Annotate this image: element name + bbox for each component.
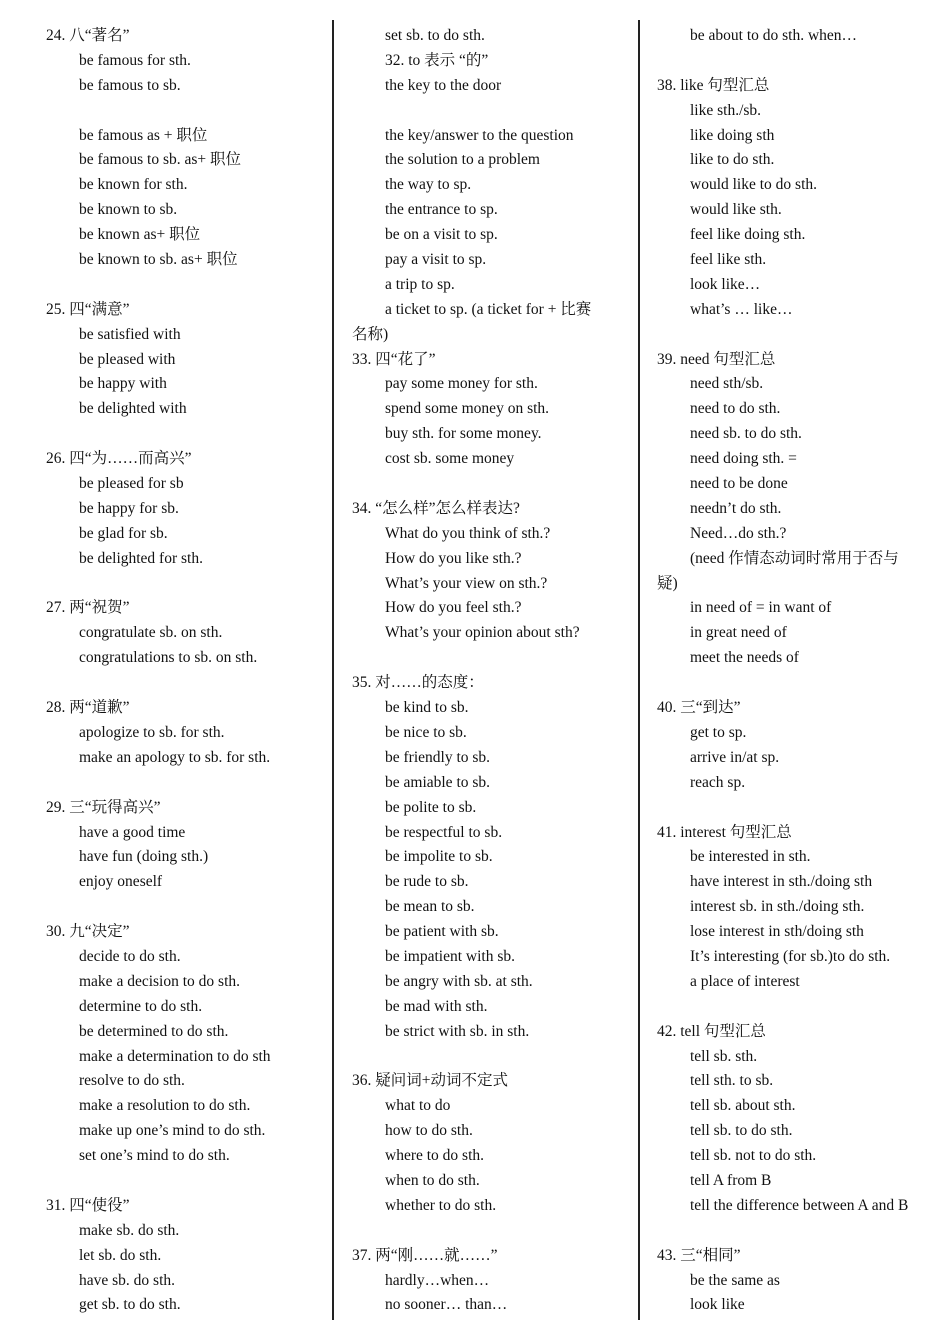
blank-line xyxy=(655,995,935,1020)
section-heading: 37. 两“刚……就……” xyxy=(352,1246,498,1264)
phrase-line: have fun (doing sth.) xyxy=(79,848,209,866)
phrase-line: apologize to sb. for sth. xyxy=(79,723,225,741)
blank-line xyxy=(44,273,328,298)
phrase-line: in need of = in want of xyxy=(690,599,832,617)
phrase-line: be pleased with xyxy=(79,350,176,368)
section-heading: 24. 八“著名” xyxy=(46,27,130,44)
section-heading: 39. need 句型汇总 xyxy=(657,350,776,368)
phrase-line: cost sb. some money xyxy=(385,450,515,468)
phrase-line: feel like sth. xyxy=(690,251,767,269)
phrase-line: a place of interest xyxy=(690,972,800,990)
section-heading: 26. 四“为……而高兴” xyxy=(46,450,192,468)
phrase-line: what to do xyxy=(385,1097,451,1115)
phrase-line: like to do sth. xyxy=(690,151,775,169)
phrase-line: like sth./sb. xyxy=(690,101,762,119)
blank-line xyxy=(350,472,628,497)
blank-line xyxy=(655,1219,935,1244)
blank-line xyxy=(350,1219,628,1244)
phrase-line: be mean to sb. xyxy=(385,898,475,916)
phrase-line: be patient with sb. xyxy=(385,923,499,941)
phrase-line: be known to sb. as+ 职位 xyxy=(79,251,238,269)
phrase-line: like doing sth xyxy=(690,126,775,144)
blank-line xyxy=(44,99,328,124)
phrase-line: Need…do sth.? xyxy=(690,524,787,542)
phrase-line: the key/answer to the question xyxy=(385,126,574,144)
phrase-line: tell sth. to sb. xyxy=(690,1072,774,1090)
phrase-line: be impolite to sb. xyxy=(385,848,493,866)
section-heading: 43. 三“相同” xyxy=(657,1246,741,1264)
phrase-line: what’s … like… xyxy=(690,300,793,318)
phrase-line: What’s your view on sth.? xyxy=(385,574,548,592)
phrase-line: be amiable to sb. xyxy=(385,773,491,791)
blank-line xyxy=(44,671,328,696)
phrase-line: need sb. to do sth. xyxy=(690,425,802,443)
phrase-line: pay a visit to sp. xyxy=(385,251,487,269)
phrase-line: tell sb. about sth. xyxy=(690,1097,796,1115)
phrase-line: be glad for sb. xyxy=(79,524,168,542)
blank-line xyxy=(655,323,935,348)
phrase-line: a trip to sp. xyxy=(385,275,455,293)
phrase-line: make a resolution to do sth. xyxy=(79,1097,251,1115)
phrase-line: be known for sth. xyxy=(79,176,188,194)
phrase-line: meet the needs of xyxy=(690,649,799,667)
phrase-line: reach sp. xyxy=(690,773,746,791)
section-heading: 40. 三“到达” xyxy=(657,699,741,717)
phrase-line: lose interest in sth/doing sth xyxy=(690,923,864,941)
phrase-line: be mad with sth. xyxy=(385,997,488,1015)
blank-line xyxy=(655,49,935,74)
phrase-line: be the same as xyxy=(690,1271,780,1289)
phrase-line: be famous to sb. as+ 职位 xyxy=(79,151,242,169)
section-heading: 33. 四“花了” xyxy=(352,350,436,368)
section-heading: 28. 两“道歉” xyxy=(46,699,130,717)
column-1 xyxy=(44,24,328,1318)
phrase-line: How do you feel sth.? xyxy=(385,599,522,617)
phrase-line: enjoy oneself xyxy=(79,873,163,891)
column-divider-2 xyxy=(638,20,640,1320)
phrase-line: make up one’s mind to do sth. xyxy=(79,1122,266,1140)
phrase-line: how to do sth. xyxy=(385,1122,473,1140)
phrase-line: be rude to sb. xyxy=(385,873,469,891)
phrase-line: be delighted with xyxy=(79,400,187,418)
phrase-line: buy sth. for some money. xyxy=(385,425,542,443)
phrase-line: be delighted for sth. xyxy=(79,549,203,567)
phrase-line: need to do sth. xyxy=(690,400,781,418)
phrase-line: tell sb. sth. xyxy=(690,1047,758,1065)
phrase-line: needn’t do sth. xyxy=(690,499,782,517)
phrase-line: have sb. do sth. xyxy=(79,1271,176,1289)
section-heading: 名称) xyxy=(352,325,389,343)
phrase-line: need to be done xyxy=(690,475,788,493)
phrase-line: tell A from B xyxy=(690,1171,772,1189)
phrase-line: What’s your opinion about sth? xyxy=(385,624,580,642)
phrase-line: the key to the door xyxy=(385,76,502,94)
column-2 xyxy=(350,24,628,1318)
phrase-line: be famous for sth. xyxy=(79,51,191,69)
phrase-line: make an apology to sb. for sth. xyxy=(79,748,271,766)
section-heading: 30. 九“决定” xyxy=(46,923,130,941)
phrase-line: get sb. to do sth. xyxy=(79,1296,181,1314)
phrase-line: interest sb. in sth./doing sth. xyxy=(690,898,865,916)
phrase-line: would like sth. xyxy=(690,201,782,219)
phrase-line: need doing sth. = xyxy=(690,450,797,468)
phrase-line: the way to sp. xyxy=(385,176,472,194)
phrase-line: set one’s mind to do sth. xyxy=(79,1147,230,1165)
section-heading: 42. tell 句型汇总 xyxy=(657,1022,766,1040)
phrase-line: be on a visit to sp. xyxy=(385,226,498,244)
phrase-line: 32. to 表示 “的” xyxy=(385,51,489,69)
phrase-line: be known as+ 职位 xyxy=(79,226,201,244)
phrase-line: be interested in sth. xyxy=(690,848,811,866)
blank-line xyxy=(44,572,328,597)
phrase-line: be polite to sb. xyxy=(385,798,477,816)
phrase-line: be famous to sb. xyxy=(79,76,181,94)
phrase-line: where to do sth. xyxy=(385,1147,485,1165)
phrase-line: make sb. do sth. xyxy=(79,1221,180,1239)
phrase-line: pay some money for sth. xyxy=(385,375,538,393)
section-heading: 34. “怎么样”怎么样表达? xyxy=(352,499,520,517)
phrase-line: be happy with xyxy=(79,375,167,393)
phrase-line: It’s interesting (for sb.)to do sth. xyxy=(690,947,891,965)
blank-line xyxy=(44,895,328,920)
section-heading: 27. 两“祝贺” xyxy=(46,599,130,617)
phrase-line: set sb. to do sth. xyxy=(385,27,485,44)
blank-line xyxy=(655,671,935,696)
section-heading: 41. interest 句型汇总 xyxy=(657,823,792,841)
phrase-line: be determined to do sth. xyxy=(79,1022,229,1040)
phrase-line: be about to do sth. when… xyxy=(690,27,858,44)
phrase-line: look like… xyxy=(690,275,761,293)
section-heading: 35. 对……的态度： xyxy=(352,674,484,692)
phrase-line: be impatient with sb. xyxy=(385,947,516,965)
section-heading: 25. 四“满意” xyxy=(46,300,130,318)
section-heading: 31. 四“使役” xyxy=(46,1196,130,1214)
phrase-line: be nice to sb. xyxy=(385,723,467,741)
column-divider-1 xyxy=(332,20,334,1320)
phrase-line: make a decision to do sth. xyxy=(79,972,240,990)
phrase-line: (need 作情态动词时常用于否与 xyxy=(690,549,899,567)
phrase-line: tell sb. not to do sth. xyxy=(690,1147,817,1165)
phrase-line: be known to sb. xyxy=(79,201,178,219)
blank-line xyxy=(655,796,935,821)
phrase-line: be friendly to sb. xyxy=(385,748,491,766)
phrase-line: whether to do sth. xyxy=(385,1196,497,1214)
phrase-line: a ticket to sp. (a ticket for + 比赛 xyxy=(385,300,592,318)
phrase-line: congratulations to sb. on sth. xyxy=(79,649,258,667)
phrase-line: be strict with sb. in sth. xyxy=(385,1022,530,1040)
phrase-line: the solution to a problem xyxy=(385,151,540,169)
phrase-line: have a good time xyxy=(79,823,186,841)
section-heading: 疑) xyxy=(657,574,678,592)
phrase-line: be pleased for sb xyxy=(79,475,184,493)
phrase-line: What do you think of sth.? xyxy=(385,524,551,542)
section-heading: 36. 疑问词+动词不定式 xyxy=(352,1072,508,1090)
phrase-line: spend some money on sth. xyxy=(385,400,550,418)
phrase-line: hardly…when… xyxy=(385,1271,490,1289)
phrase-line: when to do sth. xyxy=(385,1171,480,1189)
phrase-line: arrive in/at sp. xyxy=(690,748,780,766)
blank-line xyxy=(44,1169,328,1194)
phrase-line: get to sp. xyxy=(690,723,747,741)
phrase-line: determine to do sth. xyxy=(79,997,203,1015)
phrase-line: congratulate sb. on sth. xyxy=(79,624,223,642)
phrase-line: let sb. do sth. xyxy=(79,1246,162,1264)
phrase-line: look like xyxy=(690,1296,745,1314)
phrase-line: the entrance to sp. xyxy=(385,201,498,219)
blank-line xyxy=(44,422,328,447)
column-3 xyxy=(655,24,935,1318)
phrase-line: decide to do sth. xyxy=(79,947,181,965)
section-heading: 38. like 句型汇总 xyxy=(657,76,770,94)
blank-line xyxy=(350,1045,628,1070)
section-heading: 29. 三“玩得高兴” xyxy=(46,798,161,816)
phrase-line: in great need of xyxy=(690,624,787,642)
phrase-line: be respectful to sb. xyxy=(385,823,503,841)
phrase-line: be happy for sb. xyxy=(79,499,179,517)
blank-line xyxy=(350,99,628,124)
blank-line xyxy=(350,646,628,671)
phrase-line: be satisfied with xyxy=(79,325,181,343)
phrase-line: tell the difference between A and B xyxy=(690,1196,909,1214)
phrase-line: be kind to sb. xyxy=(385,699,469,717)
phrase-line: need sth/sb. xyxy=(690,375,764,393)
phrase-line: tell sb. to do sth. xyxy=(690,1122,793,1140)
phrase-line: no sooner… than… xyxy=(385,1296,508,1314)
phrase-line: be famous as + 职位 xyxy=(79,126,208,144)
phrase-line: feel like doing sth. xyxy=(690,226,806,244)
phrase-line: would like to do sth. xyxy=(690,176,818,194)
phrase-line: have interest in sth./doing sth xyxy=(690,873,873,891)
blank-line xyxy=(44,771,328,796)
phrase-line: be angry with sb. at sth. xyxy=(385,972,533,990)
phrase-line: How do you like sth.? xyxy=(385,549,522,567)
phrase-line: make a determination to do sth xyxy=(79,1047,271,1065)
phrase-line: resolve to do sth. xyxy=(79,1072,185,1090)
